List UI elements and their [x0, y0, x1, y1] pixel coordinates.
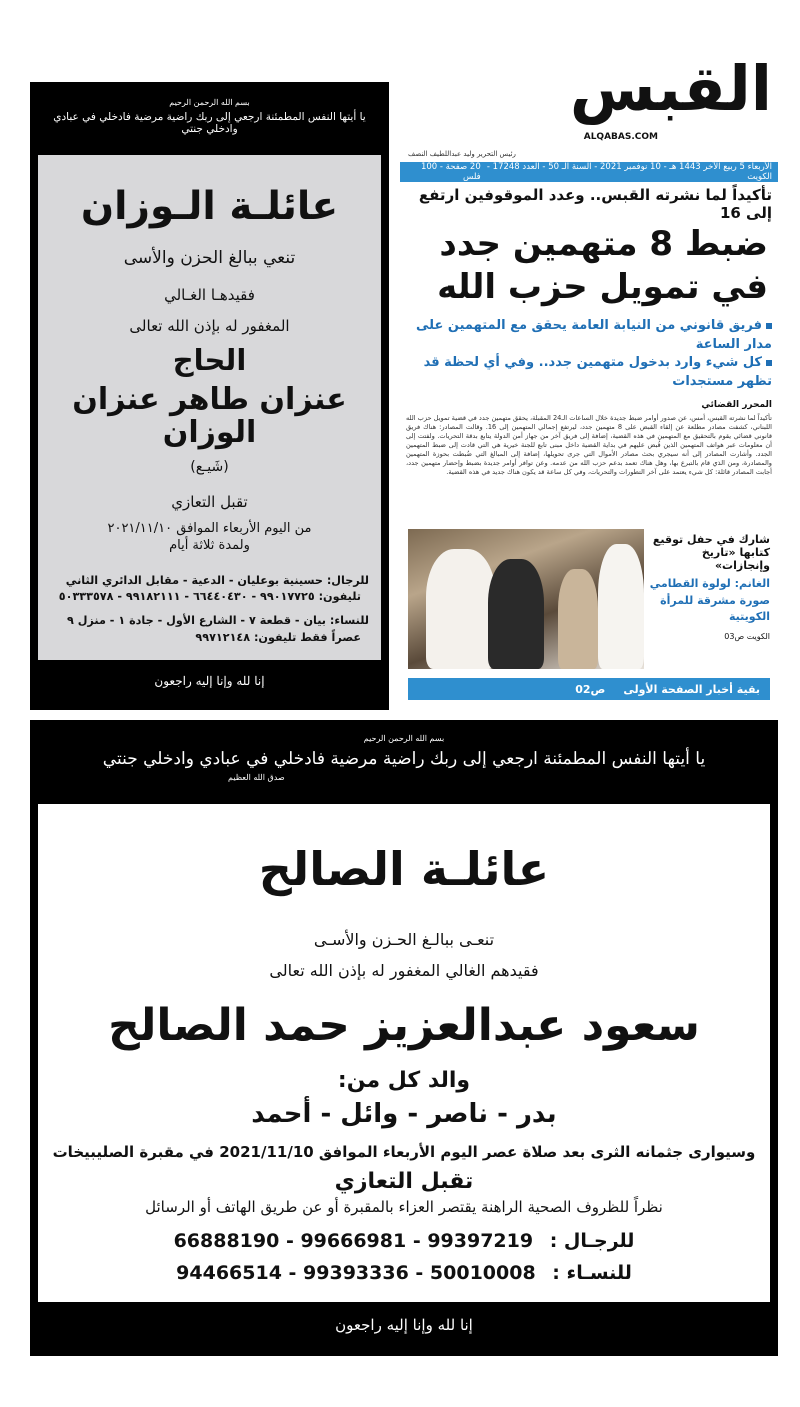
newspaper-front-page [400, 52, 778, 710]
saleh-obituary [30, 720, 778, 1356]
men-phones: تليفون: ٩٩٠١٧٧٢٥ - ٦٦٤٤٠٤٣٠ - ٩٩١٨٢١١١ - ٥٠٣٣٣٥٧٨ [58, 590, 361, 604]
status-text: (شَيـع) [190, 458, 229, 475]
issue-date: الأربعاء 5 ربيع الآخر 1443 هـ - 10 نوفمبر 2021 - السنة الـ 50 - العدد 17248 - الكويت [486, 162, 772, 182]
sub-headline-1: فريق قانوني من النيابة العامة يحقق مع المتهمين على مدار الساعة [416, 317, 772, 352]
masthead [400, 52, 778, 162]
burial-notice: وسيوارى جثمانه الثرى بعد صلاة عصر اليوم الأربعاء الموافق 2021/11/10 في مقبرة الصليبيخات [52, 1143, 756, 1162]
women-phones-row [38, 1262, 770, 1284]
basmala: بسم الله الرحمن الرحيم [363, 734, 445, 743]
wazzan-obituary [30, 82, 389, 710]
quran-verse-banner [38, 728, 770, 804]
caption-title: شارك في حفل توقيع كتابها «تاريخ وإنجازات» [652, 533, 770, 572]
basmala: بسم الله الرحمن الرحيم [169, 98, 250, 107]
more-news-label: بقية أخبار الصفحة الأولى [623, 682, 760, 696]
condolences-title: تقبل التعازي [334, 1169, 474, 1195]
bullet-icon [766, 360, 772, 366]
condolences-days: ولمدة ثلاثة أيام [169, 537, 250, 553]
verse-end: صدق الله العظيم [228, 773, 285, 782]
closing-verse: إنا لله وإنا إليه راجعون [38, 1302, 770, 1348]
byline: المحرر القضائي [701, 400, 772, 411]
website-url[interactable]: ALQABAS.COM [583, 132, 658, 142]
family-name: عائلـة الصالح [258, 842, 550, 896]
deceased-name: سعود عبدالعزيز حمد الصالح [108, 1000, 700, 1051]
quran-verse-banner [38, 90, 381, 155]
men-phones-row [38, 1230, 770, 1252]
women-label: للنسـاء : [552, 1262, 632, 1285]
men-phones: 66888190 - 99666981 - 99397219 [173, 1230, 534, 1253]
father-of-label: والد كل من: [337, 1068, 471, 1094]
sub-headlines [400, 307, 778, 392]
women-phones: 94466514 - 99393336 - 50010008 [176, 1262, 536, 1285]
deceased-name: عنزان طاهر عنزان الوزان [72, 381, 347, 450]
condolence-details [38, 553, 381, 646]
bullet-icon [766, 323, 772, 329]
caption-page-ref: الكويت ص03 [724, 631, 770, 641]
men-label: للرجـال : [549, 1230, 635, 1253]
announce-text: تنعي ببالغ الحزن والأسى [123, 248, 296, 268]
main-headline-line-2: في تمويل حزب الله [437, 267, 768, 308]
news-photo [408, 529, 644, 669]
men-location: للرجال: حسينية بوعليان - الدعية - مقابل الدائري الثاني [65, 573, 369, 587]
forgiven-text: المغفور له بإذن الله تعالى [129, 317, 290, 335]
verse-text: يا أيتها النفس المطمئنة ارجعي إلى ربك راضية مرضية فادخلي في عبادي وادخلي جنتي [53, 111, 366, 135]
sons-names: بدر - ناصر - وائل - أحمد [251, 1099, 557, 1130]
story-text: تأكيداً لما نشرته القبس، أمس، عن صدور أوامر ضبط جديدة خلال الساعات الـ24 المقبلة، يحقق متهمين جدد في قضية تمويل حزب الله اللبناني، كشفت مصادر مطلعة عن إلقاء القبض على 8 متهمين جدد، ليرتفع إجمالي المتهمين إلى 16. وقالت المصادر: هناك فريق قانوني قضائي يقوم بالتحقيق مع المتهمين في هذه القضية، إضافة إلى فريق آخر من جهاز أمن الدولة يتابع بدقة التحريات. ولفتت إلى أن معلومات عبر هواتف المتهمين الذين قُبض عليهم في بداية القضية داخل مبنى تابع للجنة خيرية هي التي قادت إلى ضبط المتهمين الجدد. وأشارت المصادر إلى أنه سيجري بحث مصادر الأموال التي جرى تحويلها، إضافة إلى المبالغ التي ضُبطت بحوزة المتهمين والمصادرة، ومن الذي قام بالتبرع بها، وهل هناك تعمد بدعم حزب الله من عدمه. وعن توافر أوامر جديدة بضبط وإحضار متهمين جدد، أجابت المصادر قائلة: كل شيء يعتمد على آخر التطورات والتحريات، وفي كل ساعة قد يكون هناك جديد في هذه القضية. [406, 414, 772, 476]
verse-text: يا أيتها النفس المطمئنة ارجعي إلى ربك راضية مرضية فادخلي في عبادي وادخلي جنتي [102, 749, 706, 769]
photo-feature [408, 529, 770, 669]
sub-headline-2: كل شيء وارد بدخول متهمين جدد.. وفي أي لحظة قد تظهر مستجدات [423, 355, 772, 390]
closing-verse: إنا لله وإنا إليه راجعون [38, 660, 381, 702]
health-note: نظراً للظروف الصحية الراهنة يقتصر العزاء بالمقبرة أو عن طريق الهاتف أو الرسائل [145, 1198, 663, 1217]
family-name: عائلـة الـوزان [80, 184, 339, 229]
women-phones: عصراً فقط تليفون: ٩٩٧١٢١٤٨ [195, 630, 361, 644]
deceased-label: فقيدهم الغالي المغفور له بإذن الله تعالى [269, 961, 539, 980]
kicker-headline: تأكيداً لما نشرته القبس.. وعدد الموقوفين ارتفع إلى 16 [418, 186, 772, 222]
main-headline-line-1: ضبط 8 متهمين جدد [439, 224, 768, 264]
more-news-bar [408, 678, 770, 700]
photo-caption [648, 533, 770, 641]
more-news-page: ص02 [575, 682, 606, 696]
price: 20 صفحة - 100 فلس [420, 162, 481, 182]
deceased-label: فقيدهـا الغـالي [164, 286, 255, 304]
newspaper-logo: القبس [569, 52, 772, 125]
editor-in-chief: رئيس التحرير وليد عبداللطيف النصف [408, 150, 516, 158]
announce-text: تنعـى ببالـغ الحـزن والأسـى [313, 930, 495, 949]
honorific-title: الحاج [172, 343, 247, 377]
women-location: للنساء: بيان - قطعة ٧ - الشارع الأول - جادة ١ - منزل ٩ [66, 614, 369, 628]
condolences-date: من اليوم الأربعاء الموافق ٢٠٢١/١١/١٠ [107, 520, 312, 536]
dateline-bar [400, 162, 778, 182]
condolences-title: تقبل التعازي [171, 492, 248, 511]
caption-quote: الغانم: لولوة القطامي صورة مشرقة للمرأة الكويتية [649, 577, 770, 623]
